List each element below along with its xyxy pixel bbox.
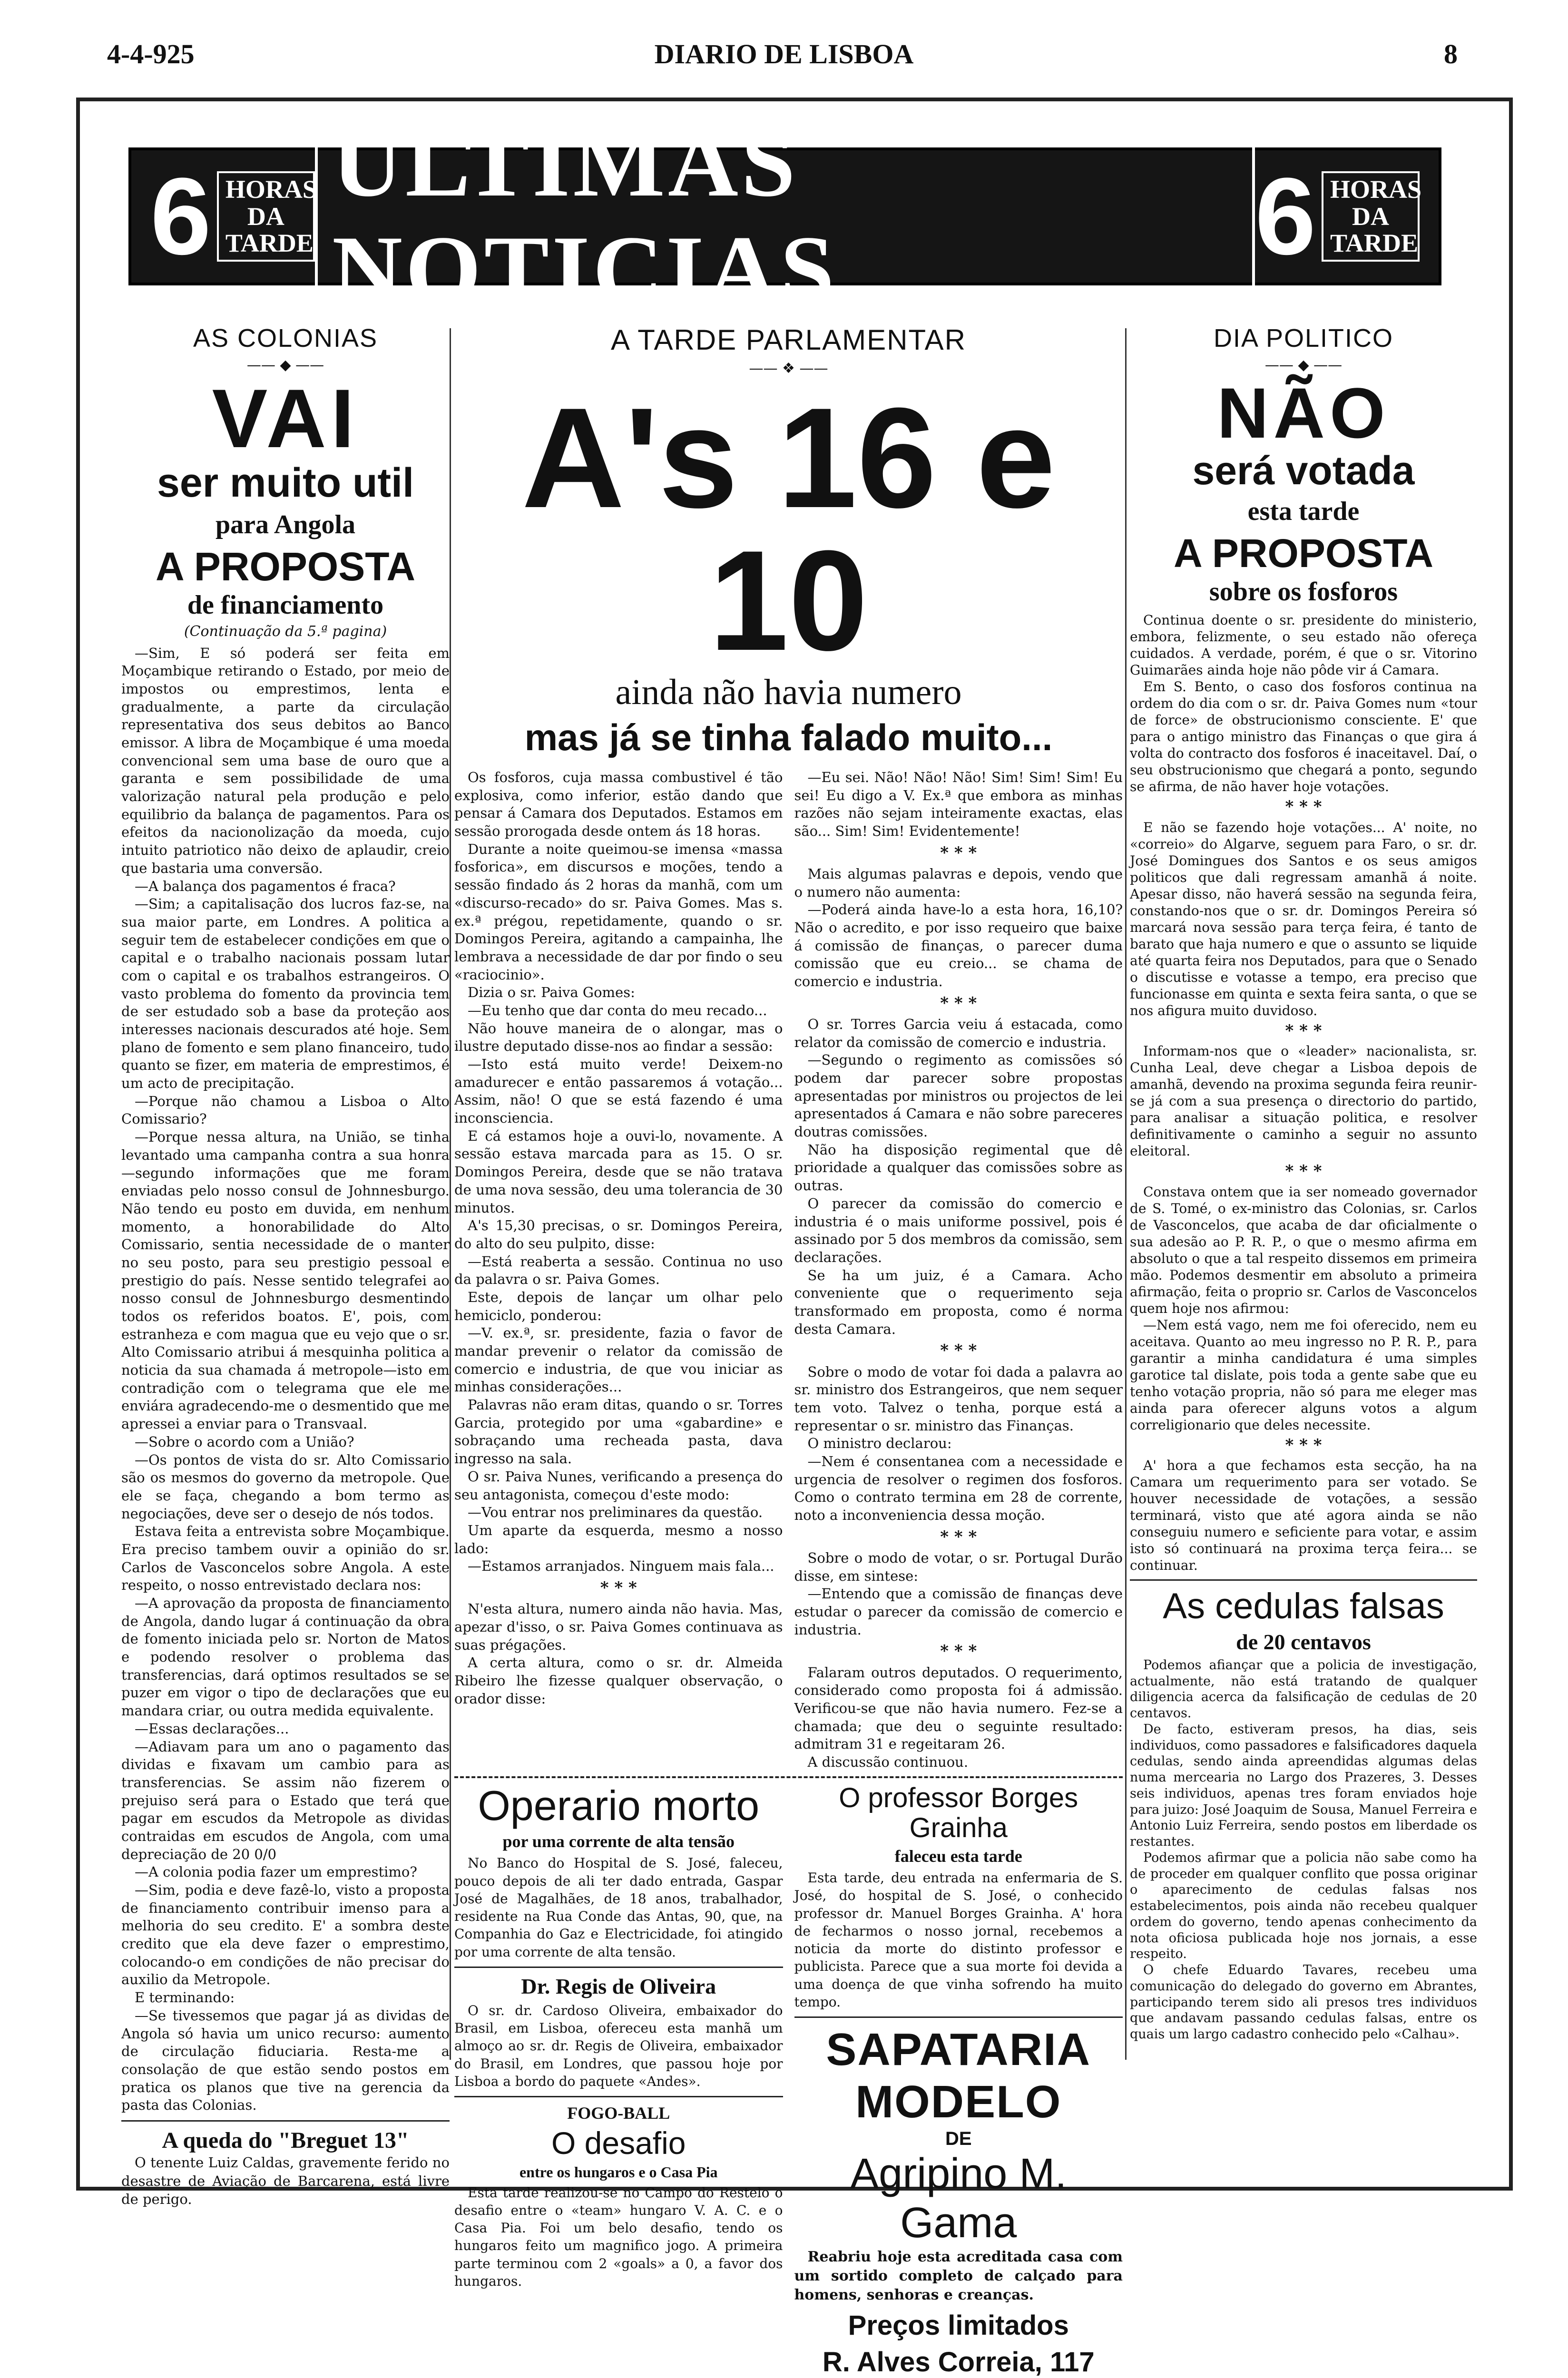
separator-stars: * * * (1285, 1162, 1322, 1181)
headline-line: A PROPOSTA (1173, 531, 1434, 576)
headline-line: ser muito util (157, 460, 414, 506)
paragraph: —Poderá ainda have-lo a esta hora, 16,10? Não o acredito, e por isso requeiro que baixe á comissão de finanças, o parecer duma comissão que eu creio... se chama de comercio e industria. (794, 901, 1123, 990)
bottom-columns (454, 1783, 1123, 2378)
paragraph: Estava feita a entrevista sobre Moçambique. Era preciso tambem ouvir a opinião do sr. Carlos de Vasconcelos sobre Angola. A este respeito, o nosso entrevistado declara nos: (121, 1523, 450, 1594)
article-column (794, 769, 1123, 1771)
paragraph: —Sim, podia e deve fazê-lo, visto a proposta de financiamento contribuir imenso para a melhoria do seu credito. E' a sombra deste credito que ela deve fazer o emprestimo, colocando-o em condições de não precisar do auxilio da Metropole. (121, 1882, 450, 1988)
page-number: 8 (1444, 39, 1458, 69)
ornament: —— ❖ —— (749, 360, 828, 377)
separator-stars: * * * (1285, 1435, 1322, 1455)
divider (454, 2096, 783, 2097)
paragraph: —V. ex.ª, sr. presidente, fazia o favor de mandar prevenir o relator da comissão de comercio e industria, de que vou iniciar as minhas considerações... (454, 1325, 783, 1395)
divider (454, 1967, 783, 1968)
headline-line: de financiamento (187, 590, 384, 620)
paragraph: Mais algumas palavras e depois, vendo que o numero não aumenta: (794, 865, 1123, 900)
section-heading: AS COLONIAS (193, 324, 378, 352)
fogo-ball-heading: FOGO-BALL (567, 2104, 670, 2123)
operario-headline: Operario morto (478, 1781, 760, 1829)
cedulas-subhead: de 20 centavos (1236, 1629, 1371, 1654)
paragraph: —A colonia podia fazer um emprestimo? (135, 1864, 417, 1880)
paragraph: —Segundo o regimento as comissões só podem dar parecer sobre propostas apresentadas por ministros ou projectos de lei apresentados á Camara e não sobre pareceres doutras comissões. (794, 1052, 1123, 1140)
breguet-text (121, 2153, 450, 2209)
paragraph: Constava ontem que ia ser nomeado governador de S. Tomé, o ex-ministro das Colonias, sr. Carlos de Vasconcelos, que acaba de dar oficialmente o sua adesão ao P. R. P., o que o mesmo afirma em absoluto o que a tal respeito dissemos em primeira mão. Podemos desmentir em absoluto a primeira afirmação, feita o proprio sr. Carlos de Vasconcelos quem hoje nos afirmou: (1130, 1184, 1477, 1316)
paragraph: —Nem está vago, nem me foi oferecido, nem eu aceitava. Quanto ao meu ingresso no P. R. P., para garantir a minha candidatura é uma simples garotice tal dislate, pois toda a gente sabe que eu tenho votação propria, não só para me eleger mas ainda para oferecer alguns votos a algum correligionario que deles necessite. (1130, 1317, 1477, 1433)
headline-line: será votada (1192, 448, 1415, 493)
paragraph: —Se tivessemos que pagar já as dividas de Angola só havia um unico recurso: aumento de circulação fiduciaria. Resta-me a consolação de que estão sendo postos em pratica os planos que tive na gerencia da pasta das Colonias. (121, 2007, 450, 2114)
operario-text (454, 1854, 783, 1960)
paragraph: Durante a noite queimou-se imensa «massa fosforica», em discursos e moções, tendo a sessão findado ás 2 horas da manhã, com um «discurso-recado» do sr. Paiva Gomes. Mas s. ex.ª prégou, repetidamente, quando o sr. Domingos Pereira, agitando a campainha, lhe lembrava a necessidade de dar por findo o seu «raciocinio». (454, 841, 783, 983)
divider (1130, 1579, 1477, 1581)
article-body (121, 645, 450, 2114)
advert-text (794, 2248, 1123, 2305)
section-heading: DIA POLITICO (1213, 324, 1394, 352)
advert-address: R. Alves Correia, 117 (822, 2346, 1095, 2378)
paragraph: —Adiavam para um ano o pagamento das dividas e fixavam um cambio para as transferencias. Se assim não fizerem o prejuiso será para o Estado que terá que pagar em escudos da Metropole as dividas contraidas em escudos de Angola, com uma depreciação de 20 0/0 (121, 1738, 450, 1862)
separator-stars: * * * (1285, 797, 1322, 817)
advert-prices: Preços limitados (848, 2309, 1069, 2341)
paragraph: E terminando: (135, 1989, 235, 2006)
paragraph: N'esta altura, numero ainda não havia. Mas, apezar d'isso, o sr. Paiva Gomes continuava as suas prégações. (454, 1601, 783, 1653)
column-divider (1125, 328, 1127, 2060)
hour-badge-left (150, 155, 317, 277)
paragraph: A certa altura, como o sr. dr. Almeida Ribeiro lhe fizesse qualquer observação, o orador disse: (454, 1654, 783, 1707)
ornament: —— ◆ —— (246, 357, 324, 373)
headline-line: sobre os fosforos (1209, 577, 1398, 607)
section-heading: A TARDE PARLAMENTAR (610, 324, 967, 356)
paragraph: Este, depois de lançar um olhar pelo hemiciclo, ponderou: (454, 1289, 783, 1323)
newspaper-title: DIARIO DE LISBOA (654, 39, 914, 69)
paragraph: O sr. Paiva Nunes, verificando a presença do seu antagonista, começou d'este modo: (454, 1468, 783, 1503)
divider (454, 1776, 1123, 1778)
paragraph: Dizia o sr. Paiva Gomes: (468, 984, 635, 1001)
hours-label: HORAS DA TARDE (217, 171, 315, 262)
separator-stars: * * * (940, 993, 977, 1013)
paragraph: —Está reaberta a sessão. Continua no uso da palavra o sr. Paiva Gomes. (454, 1253, 783, 1288)
breguet-headline: A queda do "Breguet 13" (162, 2127, 409, 2153)
paragraph: O sr. dr. Cardoso Oliveira, embaixador do Brasil, em Lisboa, ofereceu esta manhã um almoço ao sr. dr. Regis de Oliveira, embaixador do Brasil, em Londres, que passou hoje por Lisboa a bordo do paquete «Andes». (454, 2002, 783, 2089)
subheadline: ainda não havia numero (615, 672, 962, 712)
article-columns (454, 769, 1123, 1771)
paragraph: E cá estamos hoje a ouvi-lo, novamente. A sessão estava marcada para as 15. O sr. Domingos Pereira, desde que se não tratava de uma nova sessão, deu uma tolerancia de 30 minutos. (454, 1127, 783, 1216)
headline-line: esta tarde (1247, 497, 1360, 527)
paragraph: Em S. Bento, o caso dos fosforos continua na ordem do dia com o sr. dr. Paiva Gomes num «tour de force» de obstrucionismo consciente. E' que para o antigo ministro das Finanças o que gira á volta do contracto dos fosforos é inaceitavel. Daí, o seu obstrucionismo que chegará a ponto, segundo se afirma, de não haver hoje votações. (1130, 679, 1477, 795)
paragraph: Esta tarde, deu entrada na enfermaria de S. José, do hospital de S. José, o conhecido professor dr. Manuel Borges Grainha. A' hora de fecharmos o nosso jornal, recebemos a noticia da morte do distinto professor e publicista. Parece que a sua morte foi devida a uma doença de que vinha sofrendo ha muito tempo. (794, 1870, 1123, 2010)
paragraph: A discussão continuou. (807, 1753, 969, 1770)
paragraph: —Sim, E só poderá ser feita em Moçambique retirando o Estado, por meio de impostos ou emprestimos, lenta e gradualmente, a parte da circulação representativa dos seus debitos ao Banco emissor. A libra de Moçambique é uma moeda convencional sem uma base de ouro que a garanta e sem possibilidade de uma valorização natural pela produção e pelo equilibrio da balança de pagamentos. Para os efeitos da nacionolização da moeda, cujo intuito patriotico não deixo de aplaudir, creio que bastaria uma conversão. (121, 645, 450, 876)
desafio-headline: O desafio (551, 2125, 686, 2161)
paragraph: Se ha um juiz, é a Camara. Acho conveniente que o requerimento seja transformado em proposta, como é norma desta Camara. (794, 1267, 1123, 1337)
paragraph: —Essas declarações... (135, 1720, 289, 1737)
paragraph: —Porque não chamou a Lisboa o Alto Comissario? (121, 1093, 450, 1127)
separator-stars: * * * (940, 843, 977, 862)
paragraph: Sobre o modo de votar foi dada a palavra ao sr. ministro dos Estrangeiros, que nem sequer tem voto. Talvez o tenha, porque está a representar o sr. ministro das Finanças. (794, 1363, 1123, 1434)
parlamentar-column (454, 323, 1123, 2378)
regis-text (454, 2002, 783, 2090)
headline-line: para Angola (215, 509, 356, 539)
paragraph: —Sobre o acordo com a União? (135, 1433, 354, 1450)
paragraph: —A aprovação da proposta de financiamento de Angola, dando lugar á continuação da obra de fomento iniciada pelo sr. Norton de Matos e podendo resolver o problema das transferencias, dará optimos resultados se se puzer em vigor o tipo de declarações que eu mandara criar, ou outra medida equivalente. (121, 1595, 450, 1719)
advert-shop-name: SAPATARIA MODELO (826, 2024, 1091, 2128)
paragraph: —Estamos arranjados. Ninguem mais fala... (468, 1558, 774, 1575)
hour-number: 6 (1255, 155, 1316, 277)
cedulas-headline: As cedulas falsas (1163, 1586, 1444, 1627)
paragraph: Um aparte da esquerda, mesmo a nosso lado: (454, 1522, 783, 1556)
paragraph: —Nem é consentanea com a necessidade e urgencia de resolver o regimen dos fosforos. Como o contrato termina em 28 de corrente, noto a inconveniencia dessa moção. (794, 1453, 1123, 1523)
paragraph: —Sim; a capitalisação dos lucros faz-se, na sua maior parte, em Londres. A politica a seguir tem de estabelecer condições em que o capital e o trabalho nacionais possam lutar com o capital e os trabalhos estrangeiros. O vasto problema do fomento da provincia tem de ser estudado sob a base da proteção aos interesses nacionais descurados até hoje. Sem plano de fomento e sem plano financeiro, tudo quanto se fizer, em materia de emprestimos, é um acto de precipitação. (121, 896, 450, 1092)
borges-subhead: faleceu esta tarde (894, 1847, 1022, 1866)
paragraph: —Entendo que a comissão de finanças deve estudar o parecer da comissão de comercio e industria. (794, 1585, 1123, 1638)
paragraph: Esta tarde realizou-se no Campo do Restelo o desafio entre o «team» hungaro V. A. C. e o Casa Pia. Foi um belo desafio, tendo os hungaros feito um magnifico jogo. A primeira parte terminou com 2 «goals» a 0, a favor dos hungaros. (454, 2184, 783, 2289)
paragraph: A' hora a que fechamos esta secção, ha na Camara um requerimento para ser votado. Se houver necessidade de votações, a sessão terminará, visto que até agora ainda se não conseguiu numero e seficiente para votar, e assim isto só continuará na proxima terça feira... se continuar. (1130, 1458, 1477, 1574)
paragraph: —Isto está muito verde! Deixem-no amadurecer e então passaremos á votação... Assim, não! O que se está fazendo é uma inconsciencia. (454, 1056, 783, 1126)
paragraph: —Vou entrar nos preliminares da questão. (468, 1504, 763, 1521)
cedulas-text (1130, 1657, 1477, 2043)
column-divider (450, 328, 451, 2060)
advert-de: DE (945, 2128, 972, 2150)
ornament: —— ◆ —— (1264, 357, 1343, 373)
article-body (1130, 612, 1477, 1574)
borges-text (794, 1869, 1123, 2011)
paragraph: Palavras não eram ditas, quando o sr. Torres Garcia, protegido por uma «gabardine» e sobraçando uma recheada pasta, dava ingresso na sala. (454, 1397, 783, 1467)
headline-line: A PROPOSTA (155, 544, 416, 589)
regis-headline: Dr. Regis de Oliveira (521, 1974, 716, 1998)
separator-stars: * * * (600, 1578, 637, 1597)
paragraph: E não se fazendo hoje votações... A' noite, no «correio» do Algarve, seguem para Faro, o sr. dr. José Domingues dos Santos e os seus amigos politicos que dali regressam amanhã á noite. Apesar disso, não haverá sessão na segunda feira, constando-nos que o sr. dr. Domingos Pereira só marcará nova sessão para terça feira, é tanto de barato que haja numero e que o assunto se liquide até quarta feira nos Deputados, para que o Senado o discutisse e votasse a tempo, era preciso que funcionasse em quinta e sexta feira santa, o que se nos afigura muito duvidoso. (1130, 819, 1477, 1018)
divider (794, 2016, 1123, 2018)
dia-politico-column (1130, 323, 1477, 2043)
paragraph: Não houve maneira de o alongar, mas o ilustre deputado disse-nos ao findar a sessão: (454, 1020, 783, 1055)
paragraph: Podemos afirmar que a policia não sabe como ha de proceder em qualquer conflito que possa originar o aparecimento de cedulas falsas nos estabelecimentos, pois ainda não recebeu qualquer ordem do governo, tendo apenas conhecimento da nota oficiosa publicada hoje nos jornais, a esse respeito. (1130, 1850, 1477, 1962)
colonias-column (121, 323, 450, 2209)
separator-stars: * * * (1285, 1021, 1322, 1040)
hours-label: HORAS DA TARDE (1322, 171, 1420, 262)
article-column (454, 769, 783, 1771)
paragraph: De facto, estiveram presos, ha dias, seis individuos, como passadores e falsificadores daquela cedulas, sendo ainda apreendidas algumas delas numa mercearia no Largo dos Prazeres, 3. Desses seis individuos, apenas tres foram enviados hoje para juizo: José Joaquim de Sousa, Manuel Ferreira e Antonio Luiz Ferreira, sendo postos em liberdade os restantes. (1130, 1722, 1477, 1850)
paragraph: Reabriu hoje esta acreditada casa com um sortido completo de calçado para homens, senhoras e creanças. (794, 2249, 1123, 2303)
main-headline: A's 16 e 10 (521, 378, 1056, 680)
paragraph: O sr. Torres Garcia veiu á estacada, como relator da comissão de comercio e industria. (794, 1016, 1123, 1050)
paragraph: O tenente Luiz Caldas, gravemente ferido no desastre de Aviação de Barcarena, está livre de perigo. (121, 2154, 450, 2208)
paragraph: Sobre o modo de votar, o sr. Portugal Durão disse, em sintese: (794, 1549, 1123, 1584)
separator-stars: * * * (940, 1527, 977, 1546)
banner-title: ULTIMAS NOTICIAS (315, 107, 1255, 327)
headline: NÃO (1217, 373, 1390, 453)
bottom-right (794, 1783, 1123, 2378)
paragraph: Não ha disposição regimental que dê prioridade a qualquer das comissões sobre as outras. (794, 1141, 1123, 1194)
separator-stars: * * * (940, 1642, 977, 1661)
paragraph: —Eu tenho que dar conta do meu recado... (468, 1002, 767, 1018)
masthead-banner (128, 108, 1441, 324)
paragraph: No Banco do Hospital de S. José, faleceu, pouco depois de ali ter dado entrada, Gaspar José de Magalhães, de 18 anos, trabalhador, residente na Rua Conde das Antas, 90, que, na Companhia do Gaz e Electricidade, foi atingido por uma corrente de alta tensão. (454, 1855, 783, 1960)
paragraph: Os fosforos, cuja massa combustivel é tão explosiva, como inferior, estão dando que pensar á Camara dos Deputados. Estamos em sessão prorogada desde ontem ás 18 horas. (454, 769, 783, 840)
paragraph: O ministro declarou: (807, 1435, 952, 1452)
paragraph: Podemos afiançar que a policia de investigação, actualmente, não está tratando de qualquer diligencia acerca da falsificação de cedulas de 20 centavos. (1130, 1657, 1477, 1721)
operario-subhead: por uma corrente de alta tensão (502, 1832, 735, 1851)
paragraph: Falaram outros deputados. O requerimento, considerado como proposta foi á admissão. Verificou-se que não havia numero. Fez-se a chamada; que deu o seguinte resultado: admitram 31 e regeitaram 26. (794, 1664, 1123, 1752)
desafio-subhead: entre os hungaros e o Casa Pia (519, 2163, 718, 2181)
desafio-text (454, 2184, 783, 2290)
divider (121, 2120, 450, 2122)
paragraph: Informam-nos que o «leader» nacionalista, sr. Cunha Leal, deve chegar a Lisboa depois de amanhã, devendo na proxima segunda feira reunir-se já com a sua presença o directorio do partido, para analisar a situação politica, e resolver definitivamente o caminho a seguir no assunto eleitoral. (1130, 1043, 1477, 1159)
paragraph: —Porque nessa altura, na União, se tinha levantado uma campanha contra a sua honra—segundo informações que me foram enviadas pelo nosso consul de Johnnesburgo. Não tendo eu posto em duvida, em nenhum momento, a honorabilidade do Alto Comissario, sentia necessidade de o manter no seu posto, para seu prestigio pessoal e prestigio do país. Nesse sentido telegrafei ao nosso consul de Johnnesburgo desmentindo todos os referidos boatos. E', pois, com estranheza e com magua que eu vejo que o sr. Alto Comissario atribui á mesquinha politica a noticia da sua chamada á metropole—isto em contradição com o telegrama que ele me enviára agradecendo-me o desmentido que me apressei a enviar para o Transvaal. (121, 1129, 450, 1432)
paragraph: A's 15,30 precisas, o sr. Domingos Pereira, do alto do seu pulpito, disse: (454, 1217, 783, 1252)
page-date: 4-4-925 (107, 39, 195, 69)
borges-headline: O professor Borges Grainha (839, 1782, 1078, 1844)
paragraph: O chefe Eduardo Tavares, recebeu uma comunicação do delegado do governo em Abrantes, participando terem sido ali presos tres individuos que andavam passando cedulas falsas, entre os quais um largo cadastro conhecido pelo «Calhau». (1130, 1963, 1477, 2042)
paragraph: Continua doente o sr. presidente do ministerio, embora, felizmente, o seu estado não ofereça cuidados. A verdade, porém, é que o sr. Vitorino Guimarães ainda hoje não pôde vir á Camara. (1130, 612, 1477, 678)
paragraph: —Os pontos de vista do sr. Alto Comissario são os mesmos do governo da metropole. Que ele se faça, chegando a bom termo as negociações, deve ser o desejo de nós todos. (121, 1451, 450, 1522)
continuation-note: (Continuação da 5.ª pagina) (184, 623, 387, 640)
hour-number: 6 (150, 155, 211, 277)
bottom-left (454, 1783, 783, 2378)
paragraph: —A balança dos pagamentos é fraca? (135, 878, 396, 894)
subheadline: mas já se tinha falado muito... (524, 716, 1053, 758)
advert-owner: Agripino M. Gama (850, 2150, 1067, 2247)
paragraph: O parecer da comissão do comercio e industria é o mais uniforme possivel, pois é assinado por 5 dos membros da comissão, sem declarações. (794, 1195, 1123, 1265)
separator-stars: * * * (940, 1341, 977, 1360)
hour-badge-right (1255, 155, 1422, 277)
headline: VAI (212, 372, 359, 465)
paragraph: —Eu sei. Não! Não! Não! Sim! Sim! Sim! Eu sei! Eu digo a V. Ex.ª que embora as minhas razões não sejam inteiramente exactas, elas são... Sim! Sim! Evidentemente! (794, 769, 1123, 840)
